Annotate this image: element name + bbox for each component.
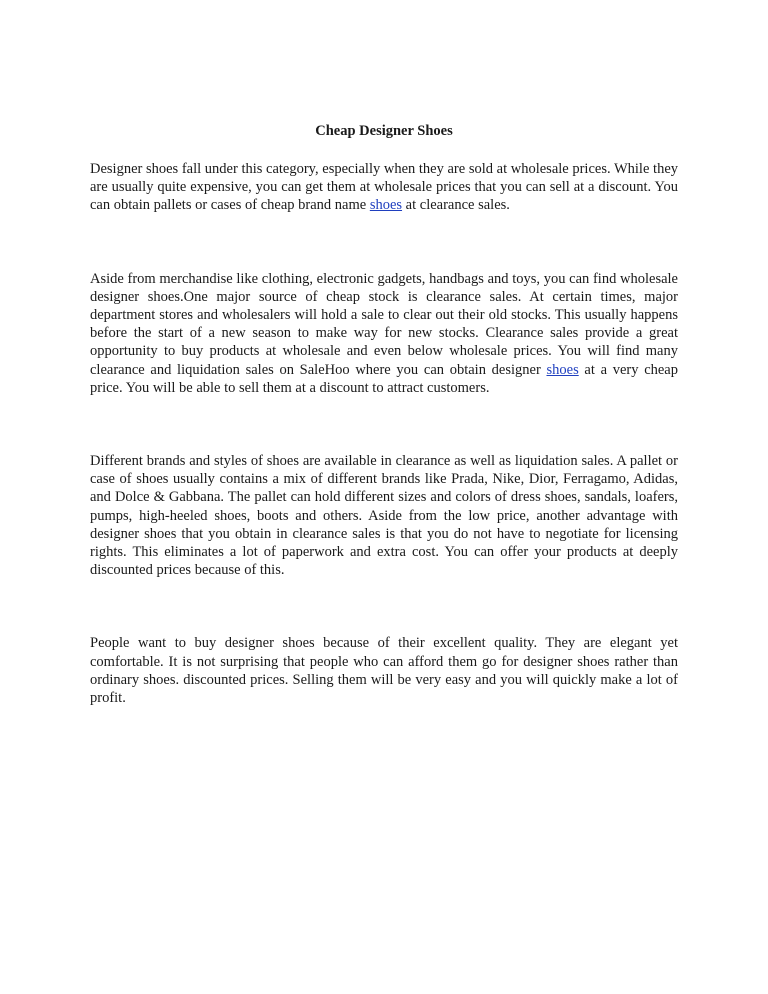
paragraph-spacer [90, 397, 678, 452]
paragraph-3: Different brands and styles of shoes are available in clearance as well as liquidation sales. A pallet or case of shoes usually contains a mix of different brands like Prada, Nike, Dior, Ferragamo, Adidas, and Dolce & Gabbana. The pallet can hold different sizes and colors of dress shoes, sandals, loafers, pumps, high-heeled shoes, boots and others. Aside from the low price, another advantage with designer shoes that you obtain in clearance sales is that you do not have to negotiate for licensing rights. This eliminates a lot of paperwork and extra cost. You can offer your products at deeply discounted prices because of this. [90, 453, 678, 579]
paragraph-2-text-before: Aside from merchandise like clothing, electronic gadgets, handbags and toys, you can find wholesale designer shoes.One major source of cheap stock is clearance sales. At certain times, major department stores and wholesalers will hold a sale to clear out their old stocks. This usually happens before the start of a new season to make way for new stocks. Clearance sales provide a great opportunity to buy products at wholesale and even below wholesale prices. You will find many clearance and liquidation sales on SaleHoo where you can obtain designer [90, 270, 678, 378]
document-body [90, 122, 678, 707]
paragraph-2-text-after: at a very cheap price. You will be able to sell them at a discount to attract customers. [90, 361, 678, 396]
shoes-link-1[interactable]: shoes [369, 197, 403, 214]
paragraph-spacer [90, 579, 678, 634]
paragraph-4: People want to buy designer shoes because of their excellent quality. They are elegant yet comfortable. It is not surprising that people who can afford them go for designer shoes rather than ordinary shoes. discounted prices. Selling them will be very easy and you will quickly make a lot of profit. [90, 635, 678, 707]
paragraph-1-text-after: at clearance sales. [402, 197, 510, 214]
shoes-link-2[interactable]: shoes [546, 361, 579, 378]
paragraph-1 [90, 160, 678, 215]
paragraph-spacer [90, 215, 678, 270]
document-title: Cheap Designer Shoes [315, 123, 453, 139]
paragraph-2 [90, 270, 678, 397]
paragraph-1-text-before: Designer shoes fall under this category, especially when they are sold at wholesale prices. While they are usually quite expensive, you can get them at wholesale prices that you can sell at a discount. You can obtain pallets or cases of cheap brand name [90, 161, 678, 214]
